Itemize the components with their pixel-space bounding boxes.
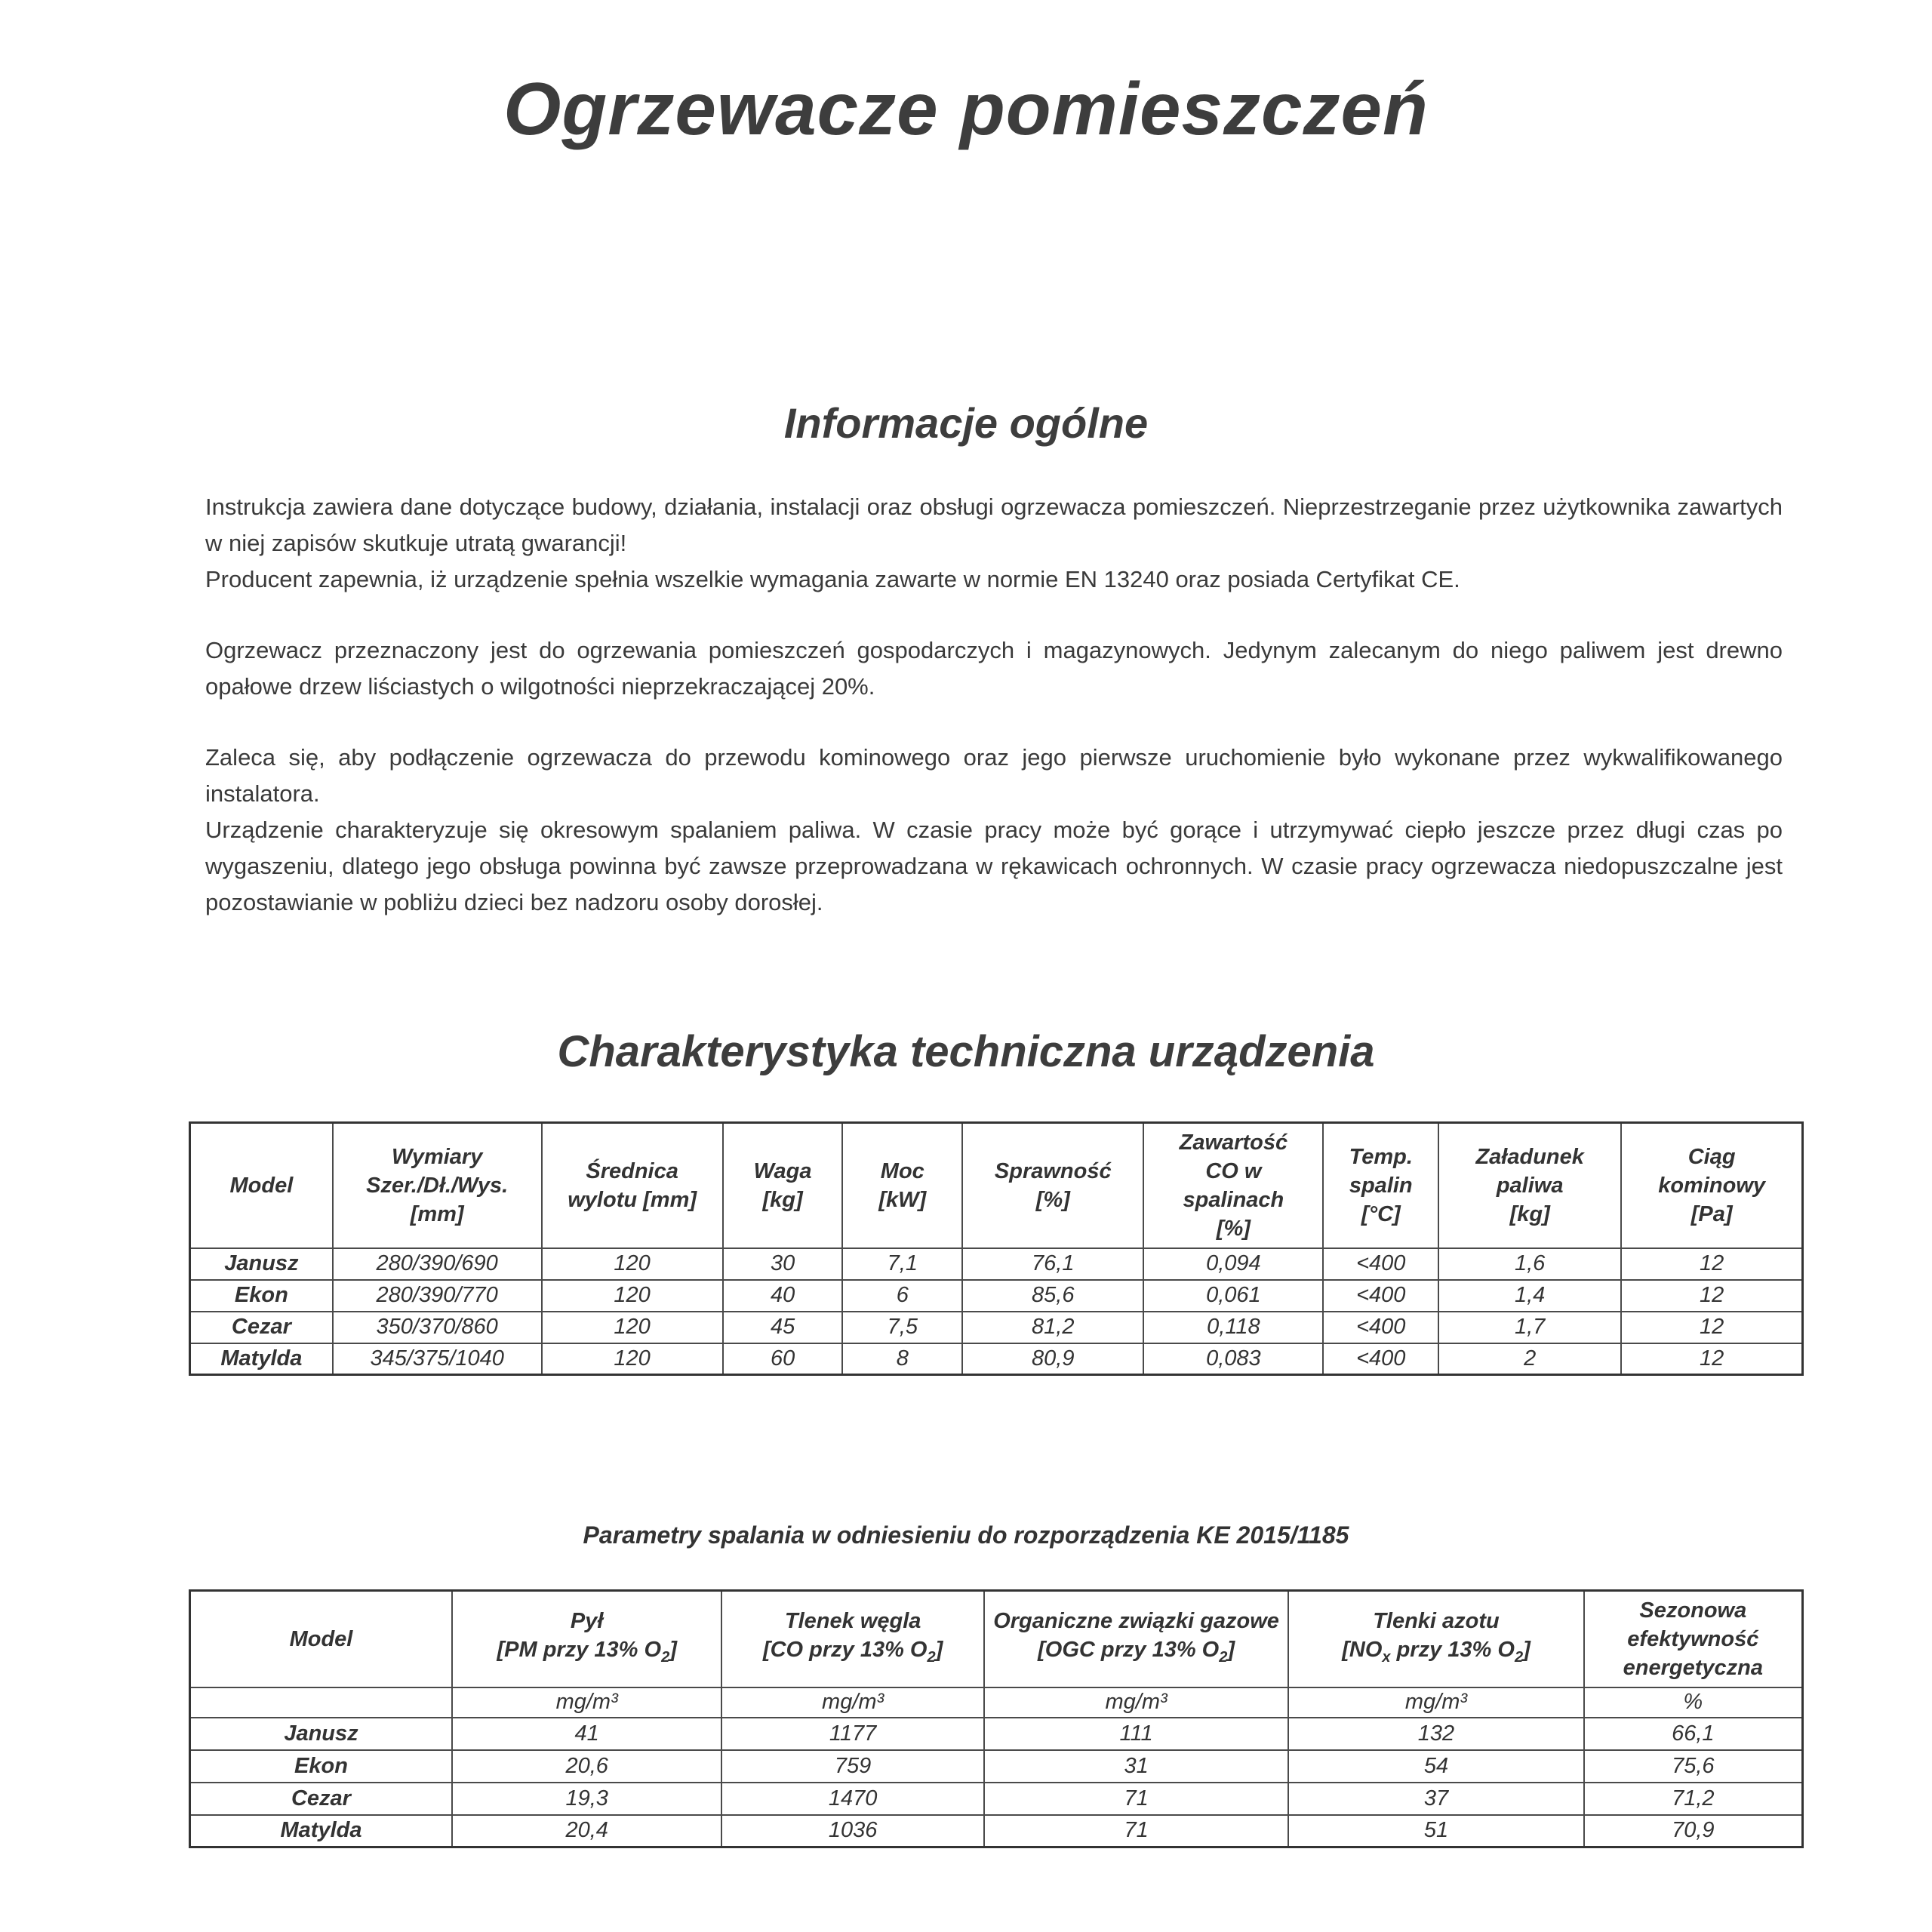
unit-ogc: mg/m³ — [984, 1687, 1288, 1718]
cell-seasonal: 70,9 — [1584, 1815, 1803, 1847]
th-model: Model — [190, 1123, 333, 1248]
cell-co: 0,083 — [1143, 1343, 1323, 1375]
cell-ogc: 71 — [984, 1815, 1288, 1847]
th-organic-gaseous: Organiczne związki gazowe [OGC przy 13% $O_2$] — [984, 1591, 1288, 1687]
cell-draft: 12 — [1621, 1312, 1802, 1343]
th-dust: Pył [PM przy 13% $O_2$] — [452, 1591, 721, 1687]
cell-co: 1177 — [721, 1718, 983, 1750]
cell-efficiency: 85,6 — [962, 1280, 1143, 1312]
cell-ogc: 71 — [984, 1783, 1288, 1815]
cell-ogc: 31 — [984, 1750, 1288, 1783]
cell-load: 2 — [1438, 1343, 1621, 1375]
unit-nox: mg/m³ — [1288, 1687, 1583, 1718]
unit-model-empty — [190, 1687, 452, 1718]
cell-draft: 12 — [1621, 1248, 1802, 1280]
cell-model: Cezar — [190, 1312, 333, 1343]
cell-power: 7,5 — [842, 1312, 962, 1343]
cell-co: 0,061 — [1143, 1280, 1323, 1312]
cell-efficiency: 76,1 — [962, 1248, 1143, 1280]
cell-draft: 12 — [1621, 1280, 1802, 1312]
cell-model: Matylda — [190, 1343, 333, 1375]
table-row — [190, 1248, 1803, 1280]
cell-dust: 20,4 — [452, 1815, 721, 1847]
cell-seasonal: 75,6 — [1584, 1750, 1803, 1783]
cell-nox: 37 — [1288, 1783, 1583, 1815]
cell-draft: 12 — [1621, 1343, 1802, 1375]
cell-efficiency: 81,2 — [962, 1312, 1143, 1343]
cell-model: Matylda — [190, 1815, 452, 1847]
intro-paragraph-2: Producent zapewnia, iż urządzenie spełnia wszelkie wymagania zawarte w normie EN 13240 oraz posiada Certyfikat CE. — [205, 566, 1460, 592]
intro-paragraph-5: Urządzenie charakteryzuje się okresowym spalaniem paliwa. W czasie pracy może być gorące i utrzymywać ciepło jeszcze przez długi czas po wygaszeniu, dlatego jego obsługa powinna być zawsze przeprowadzana w rękawicach ochronnych. W czasie pracy ogrzewacza niedopuszczalne jest pozostawianie w pobliżu dzieci bez nadzoru osoby dorosłej. — [205, 817, 1783, 915]
table-row — [190, 1718, 1803, 1750]
cell-dims: 345/375/1040 — [333, 1343, 542, 1375]
cell-outlet: 120 — [542, 1280, 723, 1312]
cell-ogc: 111 — [984, 1718, 1288, 1750]
units-row — [190, 1687, 1803, 1718]
cell-model: Janusz — [190, 1248, 333, 1280]
cell-weight: 40 — [723, 1280, 843, 1312]
cell-model: Ekon — [190, 1280, 333, 1312]
cell-co: 0,118 — [1143, 1312, 1323, 1343]
cell-nox: 54 — [1288, 1750, 1583, 1783]
cell-temp: <400 — [1323, 1248, 1438, 1280]
table-row — [190, 1815, 1803, 1847]
cell-weight: 30 — [723, 1248, 843, 1280]
cell-temp: <400 — [1323, 1343, 1438, 1375]
th-seasonal-efficiency: Sezonowa efektywność energetyczna — [1584, 1591, 1803, 1687]
th-efficiency: Sprawność [%] — [962, 1123, 1143, 1248]
cell-temp: <400 — [1323, 1312, 1438, 1343]
cell-model: Cezar — [190, 1783, 452, 1815]
tech-spec-table — [189, 1121, 1804, 1376]
combustion-params-title: Parametry spalania w odniesieniu do rozporządzenia KE 2015/1185 — [583, 1521, 1349, 1549]
intro-paragraph-1: Instrukcja zawiera dane dotyczące budowy, działania, instalacji oraz obsługi ogrzewacza pomieszczeń. Nieprzestrzeganie przez użytkownika zawartych w niej zapisów skutkuje utratą gwarancji! — [205, 494, 1783, 556]
cell-co: 1470 — [721, 1783, 983, 1815]
tech-spec-title: Charakterystyka techniczna urządzenia — [557, 1027, 1375, 1076]
unit-co: mg/m³ — [721, 1687, 983, 1718]
cell-weight: 60 — [723, 1343, 843, 1375]
combustion-header-row — [190, 1591, 1803, 1687]
cell-load: 1,6 — [1438, 1248, 1621, 1280]
th-co-content: Zawartość CO w spalinach [%] — [1143, 1123, 1323, 1248]
th-carbon-monoxide: Tlenek węgla [CO przy 13% $O_2$] — [721, 1591, 983, 1687]
cell-co: 1036 — [721, 1815, 983, 1847]
cell-power: 7,1 — [842, 1248, 962, 1280]
cell-model: Janusz — [190, 1718, 452, 1750]
cell-power: 6 — [842, 1280, 962, 1312]
cell-dust: 20,6 — [452, 1750, 721, 1783]
cell-seasonal: 71,2 — [1584, 1783, 1803, 1815]
cell-nox: 132 — [1288, 1718, 1583, 1750]
table-row — [190, 1343, 1803, 1375]
th-fuel-load: Załadunek paliwa [kg] — [1438, 1123, 1621, 1248]
table-row — [190, 1750, 1803, 1783]
cell-outlet: 120 — [542, 1343, 723, 1375]
th-flue-temp: Temp. spalin [°C] — [1323, 1123, 1438, 1248]
cell-dust: 41 — [452, 1718, 721, 1750]
unit-seasonal: % — [1584, 1687, 1803, 1718]
table-row — [190, 1783, 1803, 1815]
main-title: Ogrzewacze pomieszczeń — [503, 67, 1429, 150]
unit-dust: mg/m³ — [452, 1687, 721, 1718]
th-nitrogen-oxides: Tlenki azotu [$NO_x$ przy 13% $O_2$] — [1288, 1591, 1583, 1687]
tech-header-row — [190, 1123, 1803, 1248]
cell-dims: 280/390/690 — [333, 1248, 542, 1280]
cell-outlet: 120 — [542, 1248, 723, 1280]
th-dimensions: Wymiary Szer./Dł./Wys. [mm] — [333, 1123, 542, 1248]
cell-dims: 280/390/770 — [333, 1280, 542, 1312]
cell-load: 1,4 — [1438, 1280, 1621, 1312]
cell-dims: 350/370/860 — [333, 1312, 542, 1343]
th-power: Moc [kW] — [842, 1123, 962, 1248]
cell-dust: 19,3 — [452, 1783, 721, 1815]
cell-temp: <400 — [1323, 1280, 1438, 1312]
cell-outlet: 120 — [542, 1312, 723, 1343]
general-info-title: Informacje ogólne — [783, 399, 1149, 447]
cell-model: Ekon — [190, 1750, 452, 1783]
th-model: Model — [190, 1591, 452, 1687]
cell-load: 1,7 — [1438, 1312, 1621, 1343]
cell-seasonal: 66,1 — [1584, 1718, 1803, 1750]
cell-co: 0,094 — [1143, 1248, 1323, 1280]
table-row — [190, 1280, 1803, 1312]
th-chimney-draft: Ciąg kominowy [Pa] — [1621, 1123, 1802, 1248]
general-info-text — [205, 489, 1783, 921]
th-outlet: Średnica wylotu [mm] — [542, 1123, 723, 1248]
intro-paragraph-4: Zaleca się, aby podłączenie ogrzewacza do przewodu kominowego oraz jego pierwsze uruchomienie było wykonane przez wykwalifikowanego instalatora. — [205, 744, 1783, 807]
cell-weight: 45 — [723, 1312, 843, 1343]
intro-paragraph-3: Ogrzewacz przeznaczony jest do ogrzewania pomieszczeń gospodarczych i magazynowych. Jedynym zalecanym do niego paliwem jest drewno opałowe drzew liściastych o wilgotności nieprzekraczającej 20%. — [205, 637, 1783, 700]
cell-efficiency: 80,9 — [962, 1343, 1143, 1375]
cell-power: 8 — [842, 1343, 962, 1375]
cell-nox: 51 — [1288, 1815, 1583, 1847]
combustion-params-table — [189, 1589, 1804, 1848]
cell-co: 759 — [721, 1750, 983, 1783]
th-weight: Waga [kg] — [723, 1123, 843, 1248]
table-row — [190, 1312, 1803, 1343]
